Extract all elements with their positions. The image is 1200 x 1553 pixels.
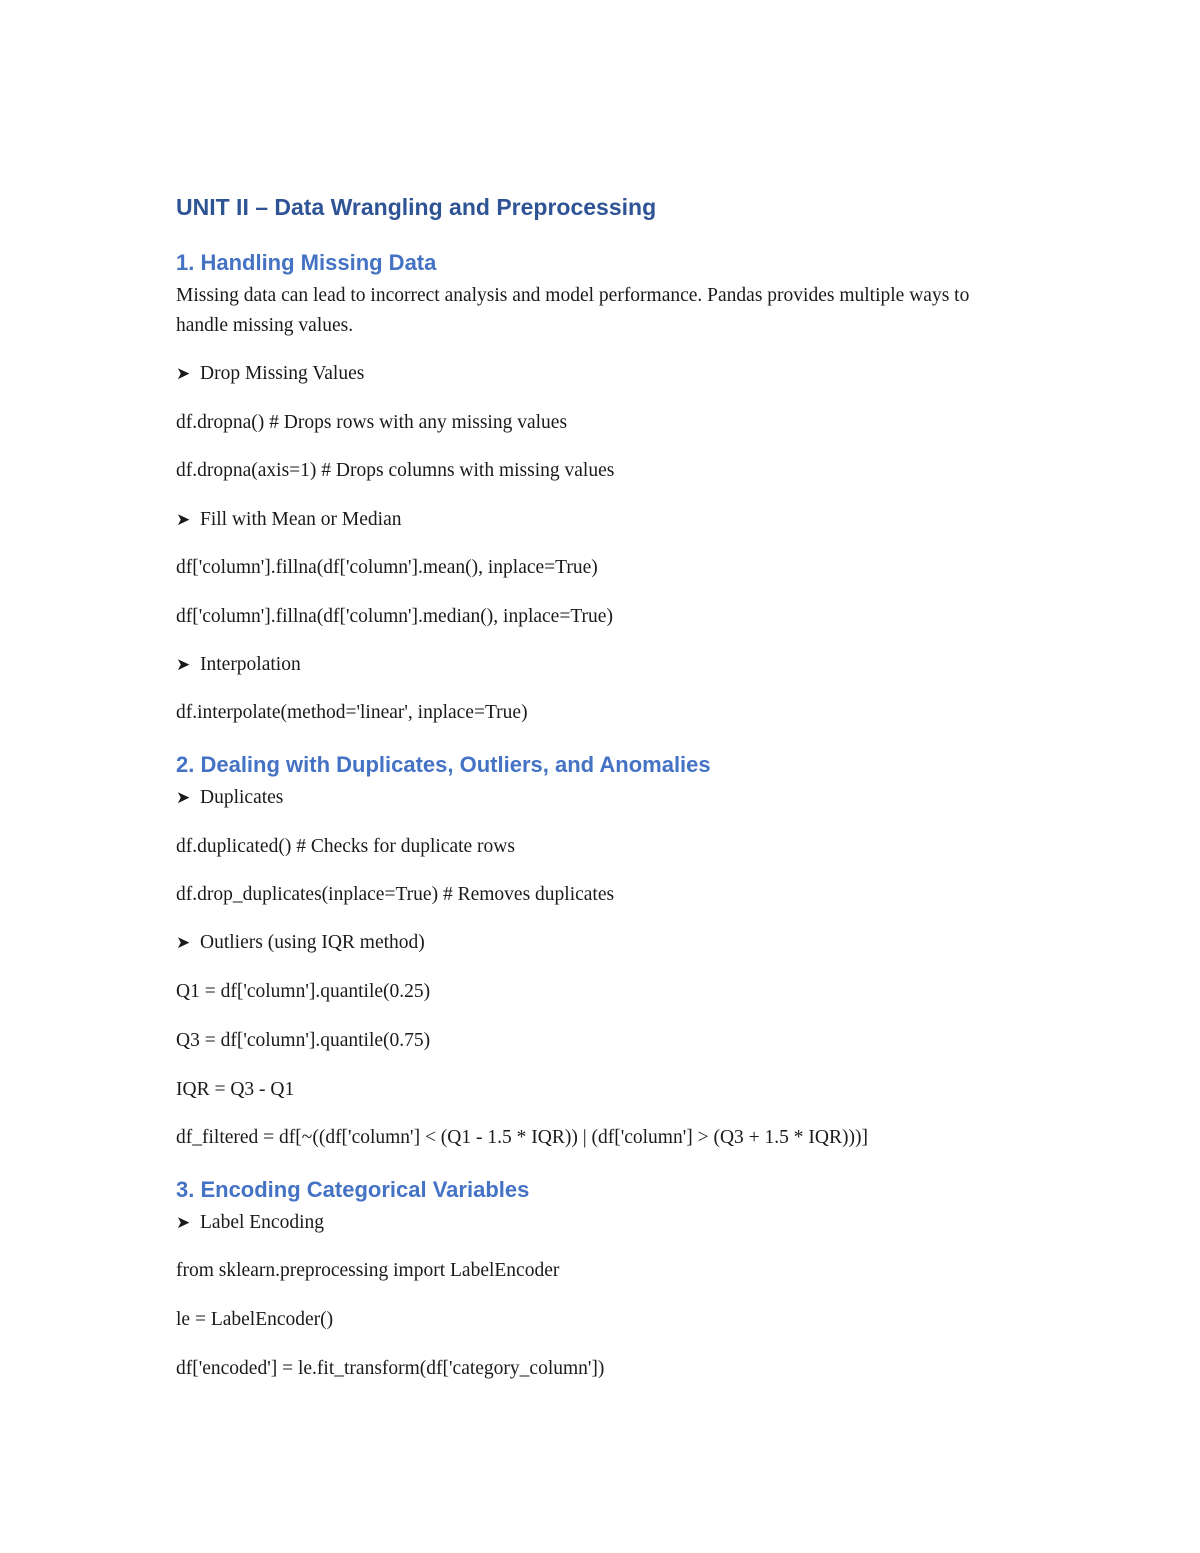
bullet-text: Drop Missing Values xyxy=(200,363,365,384)
code-line: le = LabelEncoder() xyxy=(176,1309,334,1330)
bullet-item xyxy=(176,928,425,958)
code-line: df['column'].fillna(df['column'].mean(), inplace=True) xyxy=(176,557,598,578)
section-heading: 1. Handling Missing Data xyxy=(176,250,437,275)
bullet-text: Fill with Mean or Median xyxy=(200,509,402,530)
code-line: Q3 = df['column'].quantile(0.75) xyxy=(176,1030,431,1051)
arrow-bullet-icon: ➤ xyxy=(176,788,191,808)
bullet-text: Outliers (using IQR method) xyxy=(200,932,425,953)
code-line: df.dropna() # Drops rows with any missing values xyxy=(176,412,568,433)
bullet-item xyxy=(176,783,283,813)
code-line: df.duplicated() # Checks for duplicate rows xyxy=(176,836,515,857)
bullet-item xyxy=(176,359,364,389)
code-line: df.drop_duplicates(inplace=True) # Removes duplicates xyxy=(176,884,615,905)
code-line: Q1 = df['column'].quantile(0.25) xyxy=(176,981,431,1002)
section-intro: Missing data can lead to incorrect analysis and model performance. Pandas provides multiple ways to handle missing values. xyxy=(176,285,970,336)
arrow-bullet-icon: ➤ xyxy=(176,655,191,675)
section-heading: 3. Encoding Categorical Variables xyxy=(176,1177,530,1202)
code-line: df['encoded'] = le.fit_transform(df['category_column']) xyxy=(176,1358,605,1379)
arrow-bullet-icon: ➤ xyxy=(176,933,191,953)
code-line: df.interpolate(method='linear', inplace=True) xyxy=(176,702,528,723)
code-line: from sklearn.preprocessing import LabelEncoder xyxy=(176,1260,560,1281)
bullet-text: Label Encoding xyxy=(200,1212,324,1233)
code-line: df['column'].fillna(df['column'].median(), inplace=True) xyxy=(176,606,613,627)
section-heading: 2. Dealing with Duplicates, Outliers, and Anomalies xyxy=(176,752,711,777)
bullet-item xyxy=(176,1208,324,1238)
arrow-bullet-icon: ➤ xyxy=(176,510,191,530)
arrow-bullet-icon: ➤ xyxy=(176,1213,191,1233)
bullet-item xyxy=(176,650,301,680)
bullet-text: Duplicates xyxy=(200,787,284,808)
arrow-bullet-icon: ➤ xyxy=(176,364,191,384)
code-line: df.dropna(axis=1) # Drops columns with missing values xyxy=(176,460,615,481)
document-title: UNIT II – Data Wrangling and Preprocessing xyxy=(176,194,657,220)
bullet-item xyxy=(176,505,401,535)
code-line: IQR = Q3 - Q1 xyxy=(176,1079,295,1100)
code-line: df_filtered = df[~((df['column'] < (Q1 - 1.5 * IQR)) | (df['column'] > (Q3 + 1.5 * IQR)))] xyxy=(176,1127,868,1148)
bullet-text: Interpolation xyxy=(200,654,301,675)
